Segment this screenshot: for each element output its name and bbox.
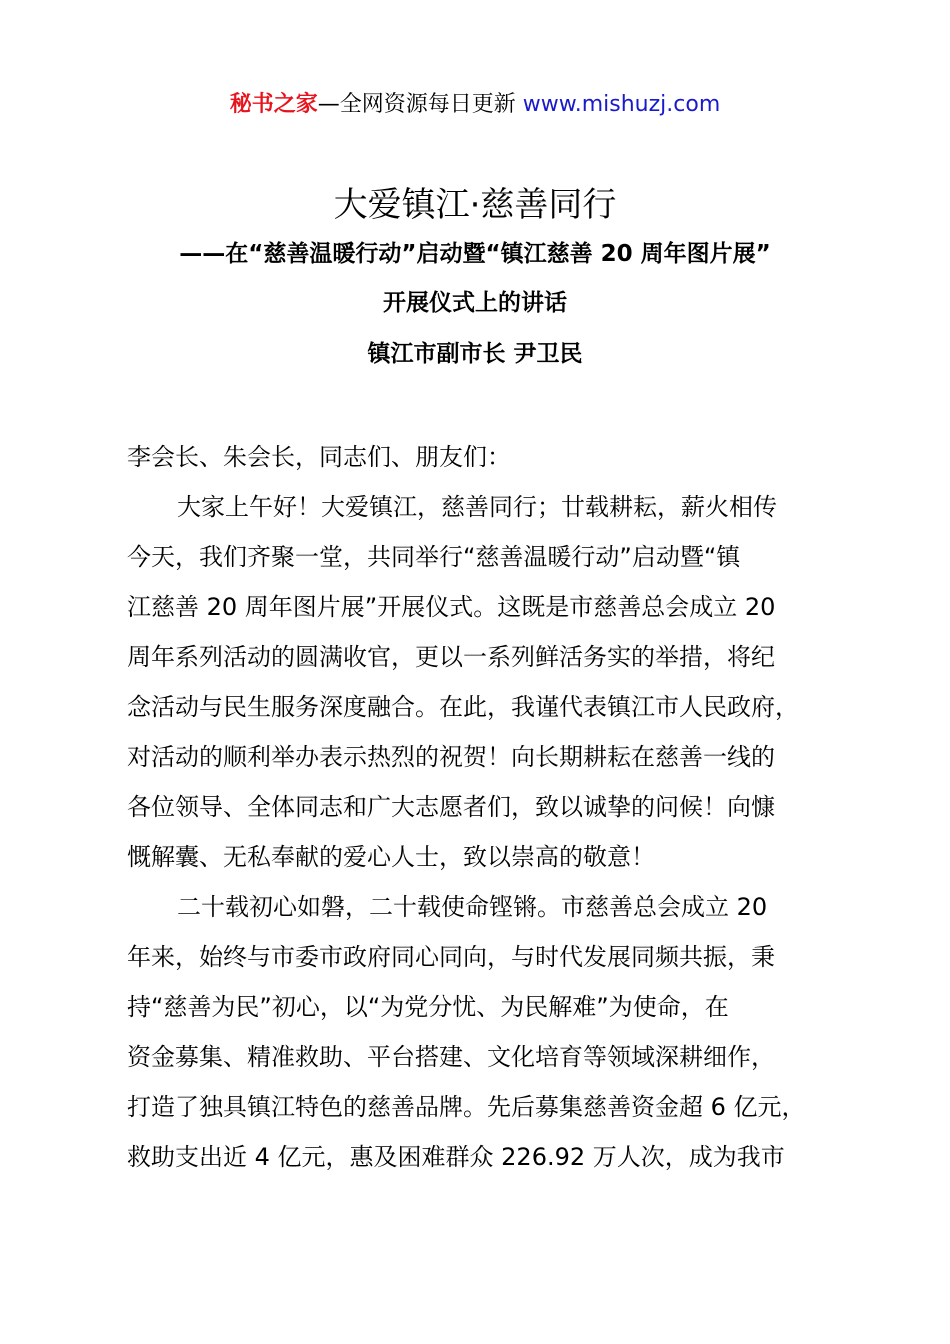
paragraph-line: 今天，我们齐聚一堂，共同举行“慈善温暖行动”启动暨“镇 [127,543,741,571]
paragraph-line: 救助支出近 4 亿元，惠及困难群众 226.92 万人次，成为我市 [127,1143,785,1171]
paragraph-2 [127,882,847,1182]
paragraph-line: 各位领导、全体同志和广大志愿者们，致以诚挚的问候！向慷 [127,793,775,821]
paragraph-line: 打造了独具镇江特色的慈善品牌。先后募集慈善资金超 6 亿元， [127,1093,806,1121]
document-subtitle-line-1: ——在“慈善温暖行动”启动暨“镇江慈善 20 周年图片展” [179,241,771,267]
paragraph-line: 念活动与民生服务深度融合。在此，我谨代表镇江市人民政府， [127,693,799,721]
paragraph-line: 慨解囊、无私奉献的爱心人士，致以崇高的敬意！ [127,843,655,871]
paragraph-line: 资金募集、精准救助、平台搭建、文化培育等领域深耕细作， [127,1043,775,1071]
brand-name: 秘书之家 [229,92,318,117]
paragraph-line: 大家上午好！大爱镇江，慈善同行；廿载耕耘，薪火相传 [177,493,777,521]
paragraph-line: 江慈善 20 周年图片展”开展仪式。这既是市慈善总会成立 20 [127,593,776,621]
document-body [127,432,847,1182]
document-author: 镇江市副市长 尹卫民 [367,341,583,367]
paragraph-line: 周年系列活动的圆满收官，更以一系列鲜活务实的举措，将纪 [127,643,775,671]
document-title: 大爱镇江·慈善同行 [333,185,617,225]
document-subtitle-line-2: 开展仪式上的讲话 [383,290,567,316]
salutation: 李会长、朱会长，同志们、朋友们： [127,443,511,471]
site-header [0,88,950,122]
paragraph-line: 二十载初心如磐，二十载使命铿锵。市慈善总会成立 20 [177,893,768,921]
paragraph-1 [127,482,847,882]
site-url-link[interactable]: www.mishuzj.com [522,92,721,117]
paragraph-line: 年来，始终与市委市政府同心同向，与时代发展同频共振，秉 [127,943,775,971]
header-tagline: —全网资源每日更新 [317,92,523,117]
paragraph-line: 持“慈善为民”初心，以“为党分忧、为民解难”为使命，在 [127,993,729,1021]
paragraph-line: 对活动的顺利举办表示热烈的祝贺！向长期耕耘在慈善一线的 [127,743,775,771]
